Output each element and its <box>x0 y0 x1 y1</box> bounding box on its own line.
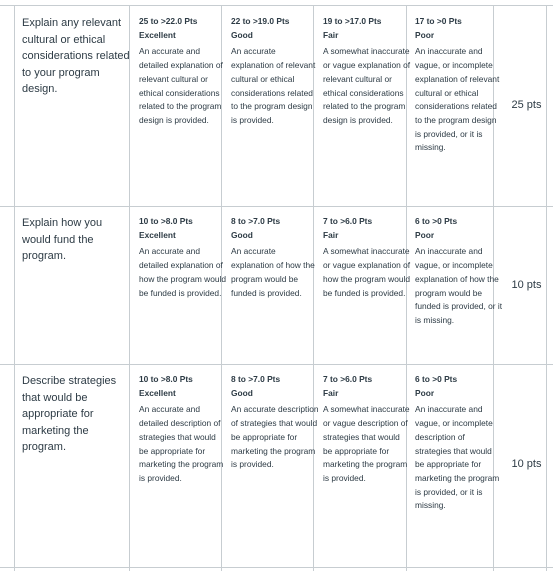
rating-good <box>231 15 319 128</box>
rating-fair <box>323 15 411 128</box>
rating-description: An accurate and detailed description of strategies that would be appropriate for marketing the program is provided. <box>139 404 224 483</box>
row-divider <box>0 206 553 207</box>
rating-description: A somewhat inaccurate or vague explanation of relevant cultural or ethical considerations related to the program design is provided. <box>323 46 411 125</box>
rating-points: 8 to >7.0 Pts <box>231 216 281 226</box>
rating-points: 6 to >0 Pts <box>415 374 458 384</box>
rating-points: 17 to >0 Pts <box>415 16 462 26</box>
rating-points: 25 to >22.0 Pts <box>139 16 198 26</box>
rating-points: 10 to >8.0 Pts <box>139 374 193 384</box>
criterion-points: 25 pts <box>511 99 542 111</box>
rating-title: Excellent <box>139 29 176 40</box>
rating-points: 19 to >17.0 Pts <box>323 16 382 26</box>
column-divider <box>14 5 15 571</box>
rating-points: 8 to >7.0 Pts <box>231 374 281 384</box>
rating-poor <box>415 15 503 155</box>
rating-points: 7 to >6.0 Pts <box>323 216 373 226</box>
rating-title: Excellent <box>139 229 176 240</box>
rating-fair <box>323 215 411 300</box>
rating-title: Fair <box>323 229 339 240</box>
rating-points: 22 to >19.0 Pts <box>231 16 290 26</box>
rating-points: 10 to >8.0 Pts <box>139 216 193 226</box>
rating-poor <box>415 373 503 513</box>
rating-good <box>231 373 319 472</box>
rating-description: A somewhat inaccurate or vague description of strategies that would be appropriate for marketing the program is provided. <box>323 404 410 483</box>
row-divider <box>0 567 553 568</box>
rating-good <box>231 215 319 300</box>
row-divider <box>0 5 553 6</box>
criterion-funding: Explain how you would fund the program. <box>22 217 103 262</box>
rating-description: An accurate and detailed explanation of relevant cultural or ethical considerations related to the program design is provided. <box>139 46 223 125</box>
rating-title: Fair <box>323 387 339 398</box>
rating-title: Good <box>231 29 253 40</box>
row-divider <box>0 364 553 365</box>
rating-description: An accurate and detailed explanation of how the program would be funded is provided. <box>139 246 227 298</box>
rating-title: Poor <box>415 29 435 40</box>
rating-points: 7 to >6.0 Pts <box>323 374 373 384</box>
rating-description: An accurate description of strategies that would be appropriate for marketing the program is provided. <box>231 404 319 470</box>
rating-title: Poor <box>415 229 435 240</box>
rating-description: An inaccurate and vague, or incomplete description of strategies that would be appropriate for marketing the program is provided, or it is missing. <box>415 404 500 511</box>
rating-description: A somewhat inaccurate or vague explanation of how the program would be funded is provided. <box>323 246 411 298</box>
rating-points: 6 to >0 Pts <box>415 216 458 226</box>
rating-description: An inaccurate and vague, or incomplete explanation of how the program would be funded is provided, or it is missing. <box>415 246 503 325</box>
rating-title: Good <box>231 387 253 398</box>
rating-description: An accurate explanation of relevant cultural or ethical considerations related to the program design is provided. <box>231 46 316 125</box>
rating-title: Poor <box>415 387 435 398</box>
criterion-points: 10 pts <box>511 279 542 291</box>
rating-poor <box>415 215 503 328</box>
rating-description: An accurate explanation of how the program would be funded is provided. <box>231 246 315 298</box>
rating-title: Excellent <box>139 387 176 398</box>
rating-excellent <box>139 373 227 486</box>
rating-title: Fair <box>323 29 339 40</box>
rating-excellent <box>139 15 227 128</box>
rating-excellent <box>139 215 227 300</box>
criterion-points: 10 pts <box>511 458 542 470</box>
rating-title: Good <box>231 229 253 240</box>
rating-description: An inaccurate and vague, or incomplete explanation of relevant cultural or ethical considerations related to the program design is provided, or it is missing. <box>415 46 500 153</box>
criterion-cultural-ethical: Explain any relevant cultural or ethical considerations related to your program design. <box>22 17 130 95</box>
rating-fair <box>323 373 411 486</box>
criterion-marketing: Describe strategies that would be appropriate for marketing the program. <box>22 375 117 453</box>
